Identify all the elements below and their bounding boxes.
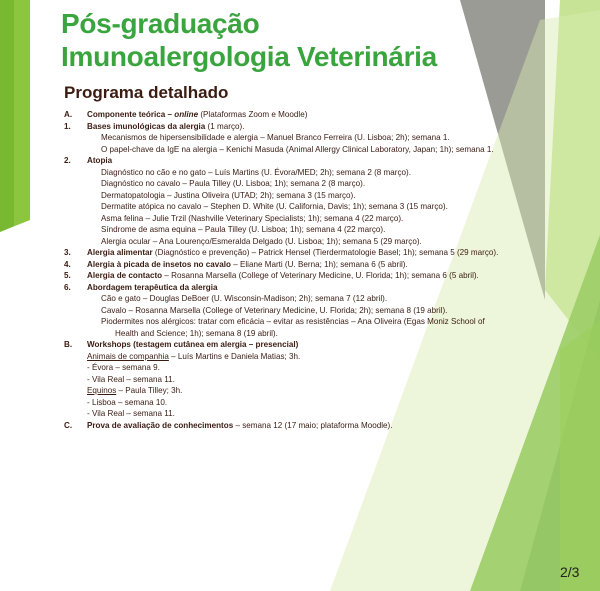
workshop-group-detail: – Paula Tilley; 3h. xyxy=(116,386,183,395)
section-marker: A. xyxy=(64,110,73,119)
section-title-emphasis: online xyxy=(174,110,199,119)
session-item: Piodermites nos alérgicos: tratar com eficácia – evitar as resistências – Ana Oliveira (Egas Moniz School of Health and Science; 1h); semana 8 (19 abril). xyxy=(101,317,485,338)
program-list xyxy=(64,109,500,431)
session-item: O papel-chave da IgE na alergia – Kenichi Masuda (Animal Allergy Clinical Laboratory, Japan; 1h); semana 1. xyxy=(101,144,494,154)
section-marker: 6. xyxy=(64,282,71,292)
section-a xyxy=(64,109,500,121)
section-detail: (Plataformas Zoom e Moodle) xyxy=(198,110,308,119)
section-marker: 1. xyxy=(64,121,71,131)
section-marker: 3. xyxy=(64,248,71,257)
section-title: Workshops (testagem cutânea em alergia – presencial) xyxy=(87,340,299,349)
program-subtitle: Programa detalhado xyxy=(64,83,229,102)
section-marker: 4. xyxy=(64,259,71,269)
section-marker: C. xyxy=(64,420,73,430)
section-1 xyxy=(64,121,500,156)
workshop-group-detail: – Luís Martins e Daniela Matias; 3h. xyxy=(168,351,301,361)
workshop-location: - Évora – semana 9. xyxy=(87,363,160,372)
session-item: Cão e gato – Douglas DeBoer (U. Wisconsin-Madison; 2h); semana 7 (12 abril). xyxy=(101,294,388,303)
section-5 xyxy=(64,270,500,282)
section-3 xyxy=(64,247,500,259)
section-detail: – Eliane Marti (U. Berna; 1h); semana 6 (5 abril). xyxy=(230,259,408,269)
workshop-location: - Lisboa – semana 10. xyxy=(87,397,168,407)
section-detail: (Diagnóstico e prevenção) – Patrick Hensel (Tierdermatologie Basel; 1h); semana 5 (29 março). xyxy=(152,248,499,257)
section-title: Atopia xyxy=(87,156,113,165)
session-item: Asma felina – Julie Trzil (Nashville Veterinary Specialists; 1h); semana 4 (22 março). xyxy=(101,213,404,223)
section-marker: 2. xyxy=(64,156,71,165)
section-b xyxy=(64,339,500,420)
session-item: Síndrome de asma equina – Paula Tilley (U. Lisboa; 1h); semana 4 (22 março). xyxy=(101,225,386,234)
section-detail: (1 março). xyxy=(205,121,245,131)
session-item: Alergia ocular – Ana Lourenço/Esmeralda Delgado (U. Lisboa; 1h); semana 5 (29 março). xyxy=(101,236,422,246)
section-detail: – semana 12 (17 maio; plataforma Moodle). xyxy=(233,420,393,430)
slide-title-line2: Imunoalergologia Veterinária xyxy=(61,41,437,72)
workshop-group-label: Animais de companhia xyxy=(87,351,169,361)
section-marker: 5. xyxy=(64,271,71,280)
section-title: Alergia de contacto xyxy=(87,271,163,280)
session-item: Dermatopatologia – Justina Oliveira (UTAD; 2h); semana 3 (15 março). xyxy=(101,190,356,200)
workshop-location: - Vila Real – semana 11. xyxy=(87,374,175,384)
section-title: Alergia alimentar xyxy=(87,248,153,257)
section-4 xyxy=(64,259,500,271)
session-item: Diagnóstico no cão e no gato – Luís Martins (U. Évora/MED; 2h); semana 2 (8 março). xyxy=(101,167,411,177)
workshop-group-label: Equinos xyxy=(87,386,117,395)
section-title: Prova de avaliação de conhecimentos xyxy=(87,420,234,430)
workshop-location: - Vila Real – semana 11. xyxy=(87,409,175,418)
section-marker: B. xyxy=(64,340,73,349)
section-2 xyxy=(64,155,500,247)
session-item: Dermatite atópica no cavalo – Stephen D. White (U. California, Davis; 1h); semana 3 (15 março). xyxy=(101,202,448,211)
section-detail: – Rosanna Marsella (College of Veterinary Medicine, U. Florida; 1h); semana 6 (5 abril). xyxy=(162,271,479,280)
session-item: Diagnóstico no cavalo – Paula Tilley (U. Lisboa; 1h); semana 2 (8 março). xyxy=(101,179,366,188)
section-title: Componente teórica – xyxy=(87,110,175,119)
slide-title-line1: Pós-graduação xyxy=(61,8,260,39)
section-c xyxy=(64,420,500,432)
page-number: 2/3 xyxy=(560,564,580,580)
section-6 xyxy=(64,282,500,340)
section-title: Alergia à picada de insetos no cavalo xyxy=(87,259,231,269)
session-item: Cavalo – Rosanna Marsella (College of Veterinary Medicine, U. Florida; 2h); semana 8 (19 abril). xyxy=(101,305,448,315)
section-title: Abordagem terapêutica da alergia xyxy=(87,282,218,292)
session-item: Mecanismos de hipersensibilidade e alergia – Manuel Branco Ferreira (U. Lisboa; 2h); semana 1. xyxy=(101,133,450,142)
section-title: Bases imunológicas da alergia xyxy=(87,121,206,131)
